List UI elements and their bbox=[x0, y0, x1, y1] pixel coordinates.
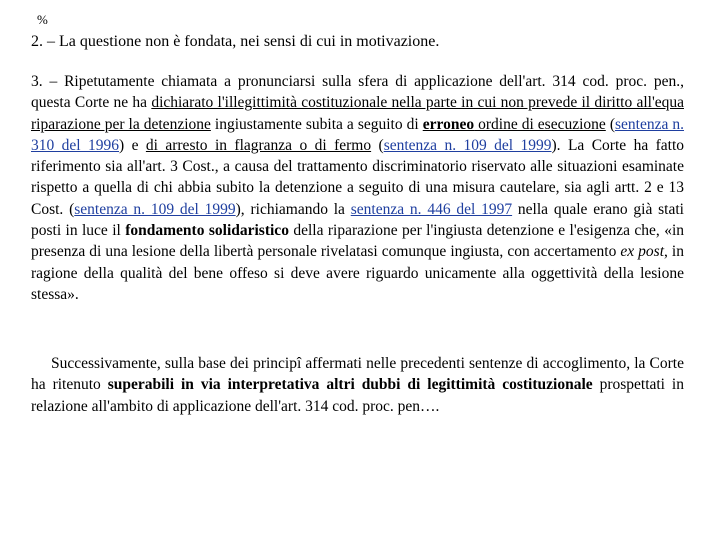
percent-symbol: % bbox=[37, 12, 48, 27]
p4-text-2: prospettati in relazione all'ambito di applicazione dell'art. 314 cod. proc. pen…. bbox=[31, 376, 684, 415]
p3-text-6: ). La Corte ha fatto riferimento sia all'art. 3 Cost., a causa del trattamento discriminatorio riservato alle situazioni esaminate rispetto a quella di chi abbia subito la detenzione a seguito di una misura cautelare, sia agli artt. 2 e 13 Cost. ( bbox=[31, 136, 685, 218]
p3-underlined-2: ordine di esecuzione bbox=[474, 115, 606, 133]
link-sentenza-446-1997[interactable]: sentenza n. 446 del 1997 bbox=[350, 200, 513, 218]
p3-bold-fondamento: fondamento solidaristico bbox=[125, 222, 289, 240]
p3-text-10: , in ragione della qualità del bene offeso si deve avere riguardo unicamente alla oggettività della lesione stessa». bbox=[31, 243, 684, 303]
p3-underlined-3: di arresto in flagranza o di fermo bbox=[145, 136, 372, 154]
p3-text-9: della riparazione per l'ingiusta detenzione e l'esigenza che, «in presenza di una lesione della libertà personale rivelatasi comunque ingiusta, con accertamento bbox=[31, 222, 684, 261]
p3-text-4: ) e bbox=[119, 136, 146, 154]
p4-bold-superabili: superabili in via interpretativa altri dubbi di legittimità costituzionale bbox=[107, 376, 593, 394]
paragraph-2: 2. – La questione non è fondata, nei sensi di cui in motivazione. bbox=[31, 33, 440, 50]
p3-text-5: ( bbox=[371, 136, 384, 154]
link-sentenza-310-1996[interactable]: sentenza n. 310 del 1996 bbox=[31, 115, 684, 154]
link-sentenza-109-1999-second[interactable]: sentenza n. 109 del 1999 bbox=[74, 200, 236, 218]
p3-underlined-1: dichiarato l'illegittimità costituzionale nella parte in cui non prevede il diritto all'equa riparazione per la detenzione bbox=[31, 94, 684, 133]
p3-bold-erroneo: erroneo bbox=[422, 115, 475, 133]
p4-text-1: Successivamente, sulla base dei principî affermati nelle precedenti sentenze di accoglimento, la Corte ha ritenuto bbox=[31, 355, 684, 394]
p3-text-8: nella quale erano già stati posti in luce il bbox=[31, 200, 684, 240]
link-sentenza-109-1999[interactable]: sentenza n. 109 del 1999 bbox=[383, 136, 552, 154]
p3-text-7: ), richiamando la bbox=[235, 200, 351, 218]
p3-text-3: ( bbox=[605, 115, 615, 133]
p3-text-2: ingiustamente subita a seguito di bbox=[210, 115, 423, 133]
p3-text-1: 3. – Ripetutamente chiamata a pronunciarsi sulla sfera di applicazione dell'art. 314 cod. proc. pen., questa Corte ne ha bbox=[31, 73, 684, 112]
p3-italic-ex-post: ex post bbox=[620, 243, 665, 261]
paragraph-3 bbox=[31, 71, 684, 305]
paragraph-4 bbox=[31, 353, 684, 417]
